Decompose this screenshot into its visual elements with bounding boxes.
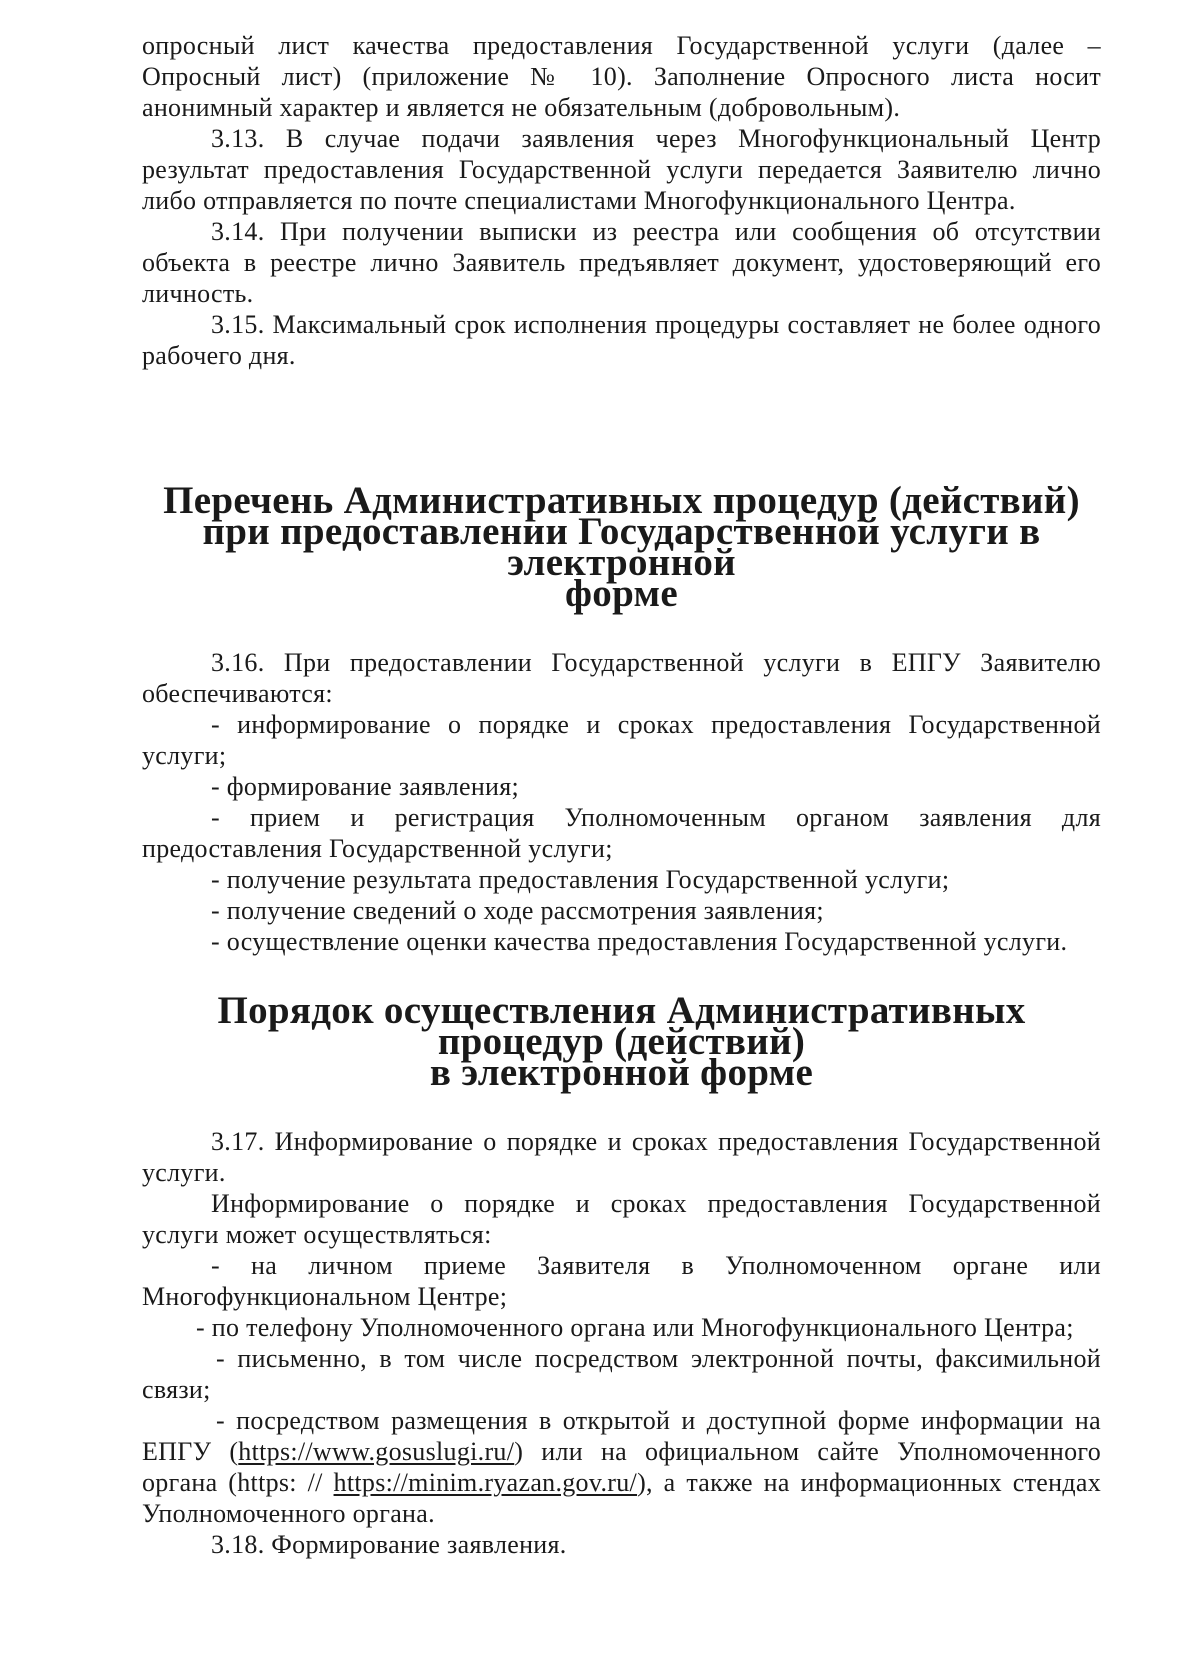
heading-line: Порядок осуществления Административных процедур (действий)	[217, 989, 1026, 1063]
list-item-text: ) или на официальном сайте Уполномоченного органа (https: //	[142, 1437, 1102, 1497]
paragraph-questionnaire: опросный лист качества предоставления Государственной услуги (далее – Опросный лист) (приложение № 10). Заполнение Опросного листа носит анонимный характер и является не обязательным (добровольным).	[142, 31, 1101, 122]
list-item: - по телефону Уполномоченного органа или Многофункционального Центра;	[196, 1313, 1074, 1342]
heading-line: в электронной форме	[429, 1051, 814, 1094]
heading-line: при предоставлении Государственной услуги в электронной	[202, 510, 1041, 584]
list-item-text: ), а также на информационных стендах Уполномоченного органа.	[142, 1468, 1102, 1528]
heading-electronic-procedures-list	[142, 479, 1101, 615]
paragraph-3-15: 3.15. Максимальный срок исполнения процедуры составляет не более одного рабочего дня.	[142, 310, 1101, 370]
list-item: - получение результата предоставления Государственной услуги;	[211, 865, 950, 894]
gosuslugi-link[interactable]: https://www.gosuslugi.ru/	[238, 1437, 515, 1466]
spacer	[142, 371, 1101, 485]
paragraph-3-16: 3.16. При предоставлении Государственной услуги в ЕПГУ Заявителю обеспечиваются:	[142, 648, 1101, 708]
list-item-text: - посредством размещения в открытой и доступной форме информации на ЕПГУ (	[142, 1406, 1101, 1466]
heading-line: Перечень Административных процедур (действий)	[163, 479, 1080, 522]
paragraph-3-13: 3.13. В случае подачи заявления через Многофункциональный Центр результат предоставления Государственной услуги передается Заявителю лично либо отправляется по почте специалистами Многофункционального Центра.	[142, 124, 1101, 215]
minim-ryazan-link[interactable]: https://minim.ryazan.gov.ru/	[333, 1468, 638, 1497]
list-item: - формирование заявления;	[211, 772, 520, 801]
list-item: - на личном приеме Заявителя в Уполномоченном органе или Многофункциональном Центре;	[142, 1251, 1101, 1311]
paragraph-informing: Информирование о порядке и сроках предоставления Государственной услуги может осуществляться:	[142, 1189, 1101, 1249]
heading-electronic-procedures-order	[142, 989, 1101, 1094]
paragraph-3-14: 3.14. При получении выписки из реестра или сообщения об отсутствии объекта в реестре лично Заявитель предъявляет документ, удостоверяющий его личность.	[142, 217, 1101, 308]
paragraph-3-17: 3.17. Информирование о порядке и сроках предоставления Государственной услуги.	[142, 1127, 1101, 1187]
list-item-websites	[142, 1405, 1101, 1529]
list-item: - осуществление оценки качества предоставления Государственной услуги.	[211, 927, 1068, 956]
heading-line: форме	[565, 572, 678, 615]
paragraph-3-18: 3.18. Формирование заявления.	[211, 1530, 567, 1559]
list-item: - информирование о порядке и сроках предоставления Государственной услуги;	[142, 710, 1101, 770]
list-item: - прием и регистрация Уполномоченным органом заявления для предоставления Государственной услуги;	[142, 803, 1101, 863]
list-item: - получение сведений о ходе рассмотрения заявления;	[211, 896, 824, 925]
list-item: - письменно, в том числе посредством электронной почты, факсимильной связи;	[142, 1344, 1101, 1404]
